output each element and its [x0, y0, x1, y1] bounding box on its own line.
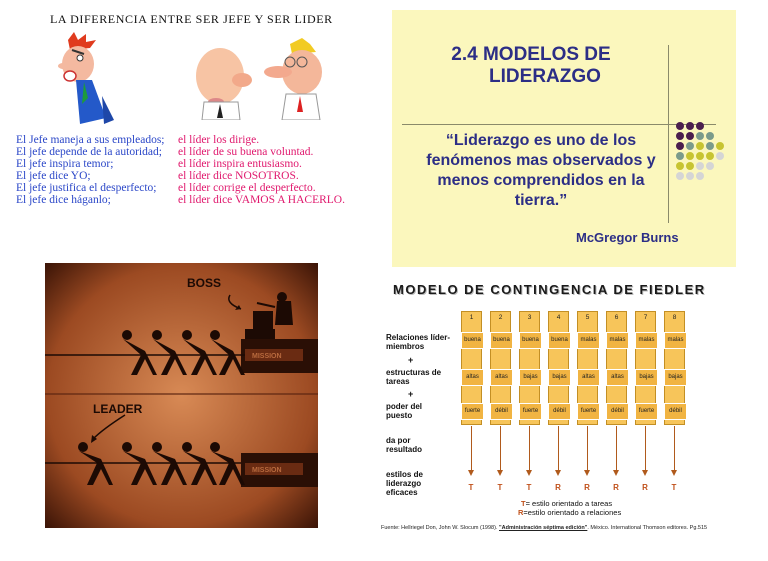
- leadership-style-label: R: [642, 483, 648, 492]
- situation-column: [548, 311, 569, 425]
- situation-column: [635, 311, 656, 425]
- result-arrow-line: [645, 426, 646, 471]
- leadership-quote: “Liderazgo es uno de los fenómenos mas observados y menos comprendidos en la tierra.”: [426, 132, 656, 209]
- legend-t-text: = estilo orientado a tareas: [525, 499, 613, 508]
- situation-cell-poder: débil: [606, 403, 629, 420]
- situation-cell-relacion: buena: [548, 332, 571, 349]
- jefe-statement: El jefe justifica el desperfecto;: [16, 182, 157, 194]
- source-title: "Administración séptima edición": [499, 525, 588, 531]
- mission-label-bottom: MISSION: [252, 467, 282, 474]
- result-arrow-line: [587, 426, 588, 471]
- situation-cell-estructura: bajas: [664, 369, 687, 386]
- decorative-dot: [686, 162, 694, 170]
- leadership-style-label: R: [555, 483, 561, 492]
- lider-statement: el líder dice VAMOS A HACERLO.: [178, 194, 345, 206]
- decorative-dot: [676, 172, 684, 180]
- leadership-style-label: R: [584, 483, 590, 492]
- decorative-dot: [696, 172, 704, 180]
- plus-sign: +: [408, 389, 414, 399]
- leadership-style-label: R: [613, 483, 619, 492]
- decorative-dot: [686, 132, 694, 140]
- decorative-dot: [716, 152, 724, 160]
- situation-cell-estructura: altas: [461, 369, 484, 386]
- decorative-dot: [696, 132, 704, 140]
- row-label-poder: poder del puesto: [386, 402, 423, 420]
- situation-cell-estructura: bajas: [548, 369, 571, 386]
- leader-label: LEADER: [93, 402, 143, 416]
- result-arrow-line: [674, 426, 675, 471]
- jefe-statement: El jefe inspira temor;: [16, 158, 114, 170]
- decorative-dot: [676, 132, 684, 140]
- decorative-dot: [686, 142, 694, 150]
- situation-cell-relacion: buena: [461, 332, 484, 349]
- lider-statement: el líder los dirige.: [178, 134, 260, 146]
- result-arrow-line: [500, 426, 501, 471]
- source-prefix: Fuente: Hellriegel Don, John W. Slocum (1998).: [381, 525, 498, 531]
- divider-horizontal: [402, 124, 716, 125]
- situation-cell-poder: fuerte: [519, 403, 542, 420]
- jefe-statement: El jefe dice YO;: [16, 170, 91, 182]
- situation-column: [664, 311, 685, 425]
- row-label-resultado: da por resultado: [386, 436, 423, 454]
- situation-number: 7: [643, 314, 648, 321]
- decorative-dot: [686, 172, 694, 180]
- leadership-style-label: T: [526, 483, 532, 492]
- result-arrow-head: [468, 470, 474, 476]
- situation-cell-relacion: malas: [577, 332, 600, 349]
- leadership-style-label: T: [671, 483, 677, 492]
- situation-cell-poder: débil: [664, 403, 687, 420]
- legend-t-key: T: [521, 499, 526, 508]
- result-arrow-line: [471, 426, 472, 471]
- slide-title: [392, 44, 670, 88]
- leadership-style-label: T: [497, 483, 503, 492]
- legend-r-text: =estilo orientado a relaciones: [523, 508, 622, 517]
- boss-label: BOSS: [187, 276, 222, 290]
- angry-boss-cartoon: [40, 32, 130, 132]
- situation-cell-estructura: bajas: [519, 369, 542, 386]
- decorative-dot: [686, 152, 694, 160]
- plus-sign: +: [408, 355, 414, 365]
- lider-statement: el líder de su buena voluntad.: [178, 146, 314, 158]
- fiedler-title: MODELO DE CONTINGENCIA DE FIEDLER: [393, 282, 706, 297]
- result-arrow-head: [497, 470, 503, 476]
- situation-number: 2: [498, 314, 503, 321]
- decorative-dot: [676, 142, 684, 150]
- jefe-lider-title: LA DIFERENCIA ENTRE SER JEFE Y SER LIDER: [50, 12, 333, 26]
- result-arrow-head: [613, 470, 619, 476]
- legend-r: [518, 508, 621, 517]
- situation-cell-poder: fuerte: [577, 403, 600, 420]
- situation-cell-estructura: altas: [577, 369, 600, 386]
- lider-statement: el líder corrige el desperfecto.: [178, 182, 316, 194]
- situation-number: 3: [527, 314, 532, 321]
- source-suffix: . México. International Thomson editores. Pg.515: [587, 525, 708, 531]
- situation-cell-relacion: buena: [519, 332, 542, 349]
- result-arrow-line: [616, 426, 617, 471]
- result-arrow-head: [555, 470, 561, 476]
- decorative-dot: [706, 152, 714, 160]
- result-arrow-line: [529, 426, 530, 471]
- situation-column: [577, 311, 598, 425]
- jefe-statement: El jefe depende de la autoridad;: [16, 146, 162, 158]
- slide-title-line1: 2.4 MODELOS DE: [451, 44, 611, 65]
- situation-cell-relacion: malas: [635, 332, 658, 349]
- jefe-statement: El Jefe maneja a sus empleados;: [16, 134, 165, 146]
- situation-cell-poder: fuerte: [635, 403, 658, 420]
- row-label-estructuras: estructuras de tareas: [386, 368, 442, 386]
- situation-cell-relacion: malas: [664, 332, 687, 349]
- situation-column: [490, 311, 511, 425]
- decorative-dot: [676, 152, 684, 160]
- situation-cell-poder: débil: [548, 403, 571, 420]
- situation-column: [461, 311, 482, 425]
- situation-cell-relacion: malas: [606, 332, 629, 349]
- situation-cell-poder: débil: [490, 403, 513, 420]
- decorative-dot: [676, 122, 684, 130]
- decorative-dot: [706, 142, 714, 150]
- boss-vs-leader-illustration: [45, 263, 318, 528]
- situation-number: 5: [585, 314, 590, 321]
- situation-column: [606, 311, 627, 425]
- situation-cell-relacion: buena: [490, 332, 513, 349]
- decorative-dot: [696, 162, 704, 170]
- decorative-dot: [706, 162, 714, 170]
- situation-cell-estructura: altas: [490, 369, 513, 386]
- modelos-liderazgo-slide: [392, 10, 736, 267]
- lider-statement: el líder dice NOSOTROS.: [178, 170, 299, 182]
- quote-author: McGregor Burns: [576, 230, 679, 245]
- lider-statement: el líder inspira entusiasmo.: [178, 158, 302, 170]
- decorative-dot: [696, 122, 704, 130]
- situation-number: 4: [556, 314, 561, 321]
- situation-cell-estructura: altas: [606, 369, 629, 386]
- situation-number: 1: [469, 314, 474, 321]
- result-arrow-head: [526, 470, 532, 476]
- leadership-style-label: T: [468, 483, 474, 492]
- situation-number: 6: [614, 314, 619, 321]
- decorative-dot: [706, 132, 714, 140]
- decorative-dot: [686, 122, 694, 130]
- legend-r-key: R: [518, 508, 524, 517]
- decorative-dot: [716, 142, 724, 150]
- source-citation: [381, 525, 707, 531]
- result-arrow-line: [558, 426, 559, 471]
- result-arrow-head: [671, 470, 677, 476]
- two-men-cartoon: [190, 38, 340, 120]
- situation-column: [519, 311, 540, 425]
- situation-cell-estructura: bajas: [635, 369, 658, 386]
- row-label-relaciones: Relaciones líder-miembros: [386, 333, 451, 351]
- situation-cell-poder: fuerte: [461, 403, 484, 420]
- decorative-dot: [676, 162, 684, 170]
- legend-t: [521, 499, 612, 508]
- decorative-dot: [696, 142, 704, 150]
- result-arrow-head: [584, 470, 590, 476]
- row-label-estilos: estilos de liderazgo eficaces: [386, 470, 423, 497]
- result-arrow-head: [642, 470, 648, 476]
- slide-title-line2: LIDERAZGO: [489, 66, 601, 87]
- jefe-statement: El jefe dice háganlo;: [16, 194, 111, 206]
- situation-number: 8: [672, 314, 677, 321]
- mission-label-top: MISSION: [252, 353, 282, 360]
- decorative-dot: [696, 152, 704, 160]
